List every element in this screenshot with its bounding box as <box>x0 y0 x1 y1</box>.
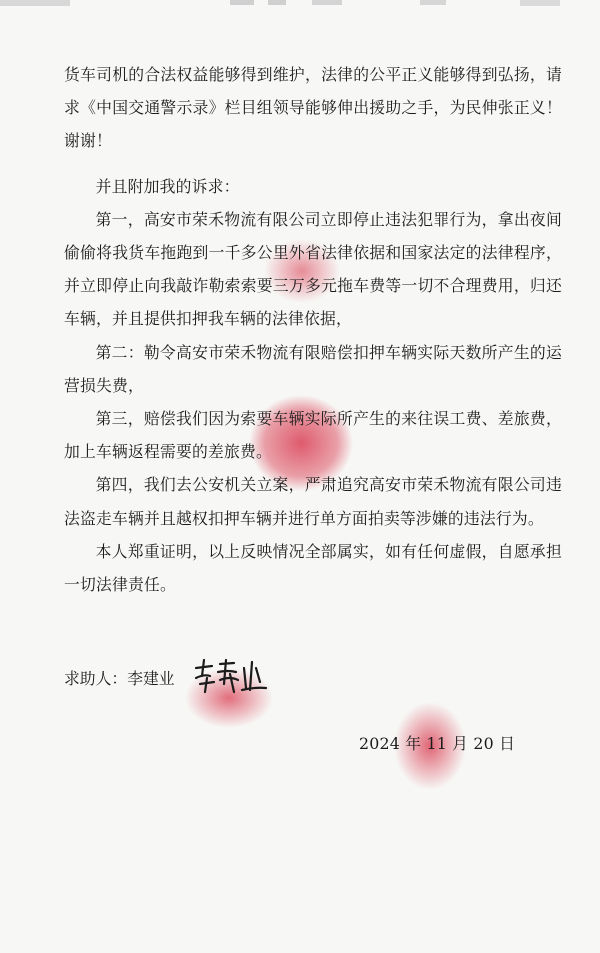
paragraph-opening: 货车司机的合法权益能够得到维护，法律的公平正义能够得到弘扬，请求《中国交通警示录》栏目组领导能够伸出援助之手，为民伸张正义！谢谢！ <box>64 65 562 151</box>
letter-body <box>64 58 562 601</box>
top-edge-marks <box>0 0 600 14</box>
paragraph-appeal-intro: 并且附加我的诉求： <box>95 176 240 196</box>
paragraph-demand-1: 第一，高安市荣禾物流有限公司立即停止违法犯罪行为，拿出夜间偷偷将我货车拖跑到一千多公里外省法律依据和国家法定的法律程序，并立即停止向我敲诈勒索索要三万多元拖车费等一切不合理费用，归还车辆，并且提供扣押我车辆的法律依据， <box>64 209 562 329</box>
paragraph-demand-2: 第二：勒令高安市荣禾物流有限赔偿扣押车辆实际天数所产生的运营损失费， <box>64 342 562 395</box>
paragraph-demand-3: 第三，赔偿我们因为索要车辆实际所产生的来往误工费、差旅费，加上车辆返程需要的差旅费。 <box>64 409 562 462</box>
paragraph-demand-4: 第四，我们去公安机关立案，严肃追究高安市荣禾物流有限公司违法盗走车辆并且越权扣押车辆并进行单方面拍卖等涉嫌的违法行为。 <box>64 475 562 528</box>
date: 2024 年 11 月 20 日 <box>359 734 516 753</box>
paragraph-declaration: 本人郑重证明，以上反映情况全部属实，如有任何虚假，自愿承担一切法律责任。 <box>64 541 562 595</box>
handwritten-signature <box>190 654 270 698</box>
signature-label: 求助人：李建业 <box>64 669 175 688</box>
